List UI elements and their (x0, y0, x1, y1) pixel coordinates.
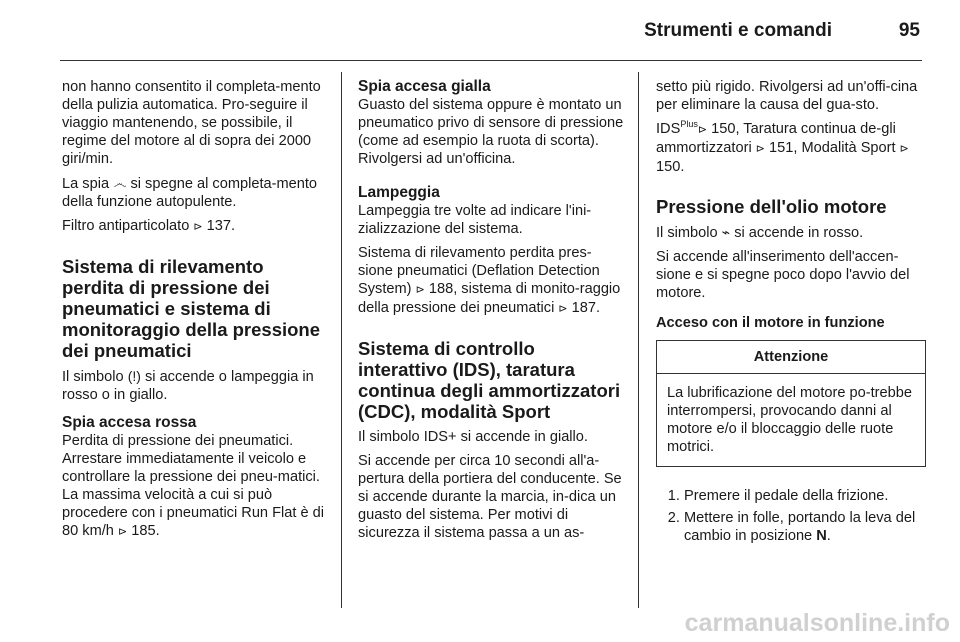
column-3 (656, 78, 926, 549)
column-1 (62, 78, 327, 547)
paragraph: $IDS^{Plus}⊳$ 150, Taratura continua de-gli ammortizzatori ⊳ 151, Modalità Sport ⊳ 150. (656, 119, 909, 175)
column-2 (358, 78, 626, 548)
paragraph: Il simbolo ⌁ si accende in rosso. (656, 224, 864, 241)
paragraph: Si accende all'inserimento dell'accen-sione e si spegne poco dopo l'avvio del motore. (656, 249, 910, 301)
list-item: 1. Premere il pedale della frizione. (684, 487, 926, 505)
watermark: carmanualsonline.info (684, 609, 950, 637)
paragraph: Lampeggia tre volte ad indicare l'ini-zializzazione del sistema. (358, 203, 592, 237)
paragraph: Si accende per circa 10 secondi all'a-pertura della portiera del conducente. Se si accende durante la marcia, in-dica un guasto del sistema. Per motivi di sicurezza il sistema passa a un as- (358, 453, 622, 541)
page-ref-arrow-icon: ⊳ (697, 124, 708, 136)
diesel-filter-icon: ෴ (113, 175, 127, 191)
paragraph: Perdita di pressione dei pneumatici. Arrestare immediatamente il veicolo e controllare la pressione dei pneu-matici. La massima velocità a cui si può procedere con i pneumatici Run Flat è di 80 km/h ⊳ 185. (62, 433, 325, 539)
subheading-flashing: Lampeggia (358, 184, 440, 201)
subheading-red: Spia accesa rossa (62, 414, 197, 431)
page-ref-arrow-icon: ⊳ (193, 221, 203, 233)
paragraph: Il simbolo IDS+ si accende in giallo. (358, 429, 588, 445)
warning-title: Attenzione (657, 341, 925, 374)
section-heading-ids: Sistema di controllo interattivo (IDS), taratura continua degli ammortizzatori (CDC), modalità Sport (358, 338, 621, 422)
page-ref-arrow-icon: ⊳ (755, 143, 765, 155)
paragraph: Filtro antiparticolato ⊳ 137. (62, 218, 236, 234)
page-ref-arrow-icon: ⊳ (117, 526, 128, 538)
subheading-yellow: Spia accesa gialla (358, 78, 491, 95)
subheading-engine-running: Acceso con il motore in funzione (656, 315, 885, 331)
warning-box (656, 340, 926, 467)
header-divider (60, 60, 922, 61)
paragraph: Il simbolo (!) si accende o lampeggia in rosso o in giallo. (62, 368, 314, 403)
list-item: 2. Mettere in folle, portando la leva del cambio in posizione N. (684, 509, 926, 545)
steps-list (656, 487, 926, 545)
page-ref-arrow-icon: ⊳ (558, 303, 568, 315)
paragraph: non hanno consentito il completa-mento della pulizia automatica. Pro-seguire il viaggio mantenendo, se possibile, il regime del motore al di sopra dei 2000 giri/min. (62, 79, 321, 167)
page-number: 95 (898, 20, 920, 41)
oil-can-icon: ⌁ (721, 224, 731, 240)
paragraph: Sistema di rilevamento perdita pres-sione pneumatici (Deflation Detection System) ⊳ 188, sistema di monito-raggio della pressione dei pneumatici ⊳ 187. (358, 245, 621, 316)
page-ref-arrow-icon: ⊳ (415, 284, 425, 296)
column-divider (341, 72, 342, 608)
column-divider (638, 72, 639, 608)
paragraph: Guasto del sistema oppure è montato un pneumatico privo di sensore di pressione (come ad esempio la ruota di scorta). Rivolgersi ad un'officina. (358, 97, 624, 167)
tire-pressure-icon: (!) (127, 368, 141, 384)
page-header-title: Strumenti e comandi (644, 20, 832, 41)
section-heading-tpms: Sistema di rilevamento perdita di pressione dei pneumatici e sistema di monitoraggio della pressione dei pneumatici (62, 256, 321, 361)
paragraph: La spia ෴ si spegne al completa-mento della funzione autopulente. (62, 175, 318, 210)
section-heading-oil: Pressione dell'olio motore (656, 196, 887, 217)
warning-text: La lubrificazione del motore po-trebbe interrompersi, provocando danni al motore e/o il bloccaggio delle ruote motrici. (667, 385, 912, 455)
page-ref-arrow-icon: ⊳ (899, 143, 909, 155)
paragraph: setto più rigido. Rivolgersi ad un'offi-cina per eliminare la causa del gua-sto. (656, 79, 918, 113)
